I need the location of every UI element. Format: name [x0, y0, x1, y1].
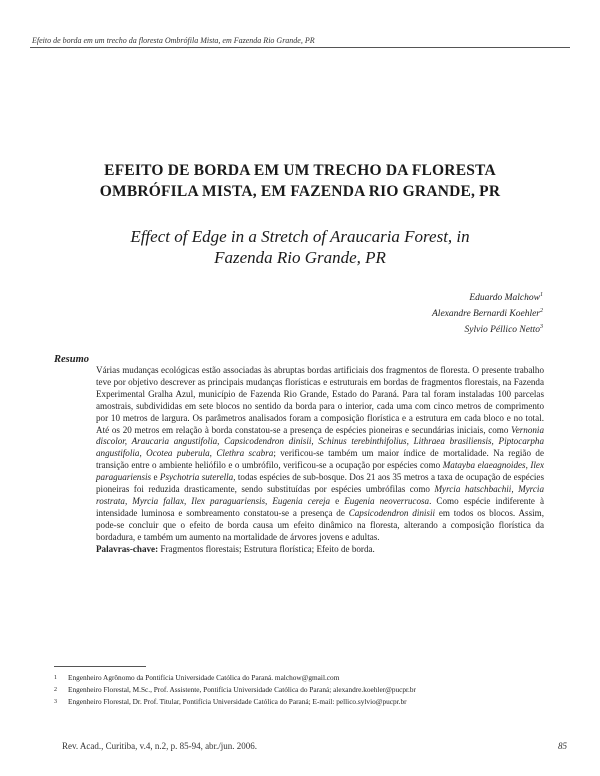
author: [432, 306, 543, 322]
title-english-line-2: Fazenda Rio Grande, PR: [214, 248, 386, 267]
author-footnote-mark: 2: [540, 307, 543, 314]
page-number: 85: [558, 741, 567, 751]
keywords-label: Palavras-chave:: [96, 543, 159, 554]
footnote-text: Engenheiro Florestal, M.Sc., Prof. Assistente, Pontifícia Universidade Católica do Paraná; alexandre.koehler@pucpr.br: [68, 685, 416, 694]
author-name: Alexandre Bernardi Koehler: [432, 309, 540, 319]
keywords: [96, 544, 544, 556]
journal-citation: Rev. Acad., Curitiba, v.4, n.2, p. 85-94, abr./jun. 2006.: [62, 741, 258, 751]
author-footnote-mark: 3: [540, 323, 543, 330]
title-portuguese: [40, 160, 560, 202]
footnote-text: Engenheiro Agrônomo da Pontifícia Universidade Católica do Paraná. malchow@gmail.com: [68, 673, 340, 682]
author-list: [432, 290, 543, 338]
abstract-heading: Resumo: [54, 354, 90, 365]
footnotes: [54, 672, 554, 708]
species-names: Capsicodendron dinisii: [348, 507, 436, 518]
footnote-divider: [54, 666, 146, 667]
abstract-text: Várias mudanças ecológicas estão associadas às abruptas bordas artificiais dos fragmentos de floresta. O presente trabalho teve por objetivo descrever as principais mudanças florísticas e estruturais em bordas de fragmentos florestais, na Fazenda Experimental Gralha Azul, município de Fazenda Rio Grande, Estado do Paraná. Para tal foram instaladas 100 parcelas amostrais, subdivididas em sete blocos no sentido da borda para o interior, cada uma com cinco metros de comprimento por 10 metros de largura. Os parâmetros analisados foram a composição florística e a estrutura em cada bloco e no total. Até os 20 metros em relação à borda constatou-se a presença de espécies pioneiras e secundárias iniciais, como Vernonia discolor, Araucaria angustifolia, Capsicodendron dinisii, Schinus terebinthifolius, Lithraea brasiliensis, Piptocarpha angustifolia, Ocotea puberula, Clethra scabra; verificou-se também um maior índice de mortalidade. Na região de transição entre o ambiente heliófilo e o umbrófilo, verificou-se a ocupação por espécies como Matayba elaeagnoides, Ilex paraguariensis e Psychotria suterella, todas espécies de sub-bosque. Dos 21 aos 35 metros a taxa de ocupação de espécies pioneiras foi reduzida drasticamente, sendo substituídas por espécies umbrófilas como Myrcia hatschbachii, Myrcia rostrata, Myrcia fallax, Ilex paraguariensis, Eugenia cereja e Eugenia neoverrucosa. Como espécie indiferente à intensidade luminosa e sombreamento constatou-se a presença de Capsicodendron dinisii em todos os blocos. Assim, pode-se concluir que o efeito de borda causa um efeito dinâmico na floresta, alterando a composição florística da bordadura, e também um aumento na mortalidade de árvores jovens e adultas.: [96, 365, 544, 542]
species-names: Matayba elaeagnoides, Ilex paraguariensis: [96, 460, 544, 483]
footnote: [54, 696, 554, 708]
author-footnote-mark: 1: [540, 291, 543, 298]
footnote-number: 3: [54, 699, 57, 705]
author: [432, 290, 543, 306]
species-names: Psychotria suterella: [159, 472, 234, 483]
header-divider: [30, 47, 570, 48]
footnote-number: 2: [54, 687, 57, 693]
title-english: [40, 226, 560, 268]
footnote-text: Engenheiro Florestal, Dr. Prof. Titular, Pontifícia Universidade Católica do Paraná; E-mail: pellico.sylvio@pucpr.br: [68, 697, 407, 706]
species-names: Vernonia discolor, Araucaria angustifolia, Capsicodendron dinisii, Schinus terebinthifolius, Lithraea brasiliensis, Piptocarpha angustifolia, Ocotea puberula, Clethra scabra: [96, 424, 544, 459]
footnote: [54, 672, 554, 684]
keywords-text: Fragmentos florestais; Estrutura florística; Efeito de borda.: [158, 543, 375, 554]
title-english-line-1: Effect of Edge in a Stretch of Araucaria Forest, in: [130, 227, 470, 246]
title-portuguese-line-2: OMBRÓFILA MISTA, EM FAZENDA RIO GRANDE, PR: [99, 183, 501, 200]
footnote-number: 1: [54, 675, 57, 681]
running-header: Efeito de borda em um trecho da floresta Ombrófila Mista, em Fazenda Rio Grande, PR: [32, 36, 315, 45]
species-names: Myrcia hatschbachii, Myrcia rostrata, Myrcia fallax, Ilex paraguariensis, Eugenia cereja: [96, 484, 544, 506]
author-name: Eduardo Malchow: [469, 293, 540, 303]
abstract-body: [96, 365, 544, 556]
author: [432, 322, 543, 338]
author-name: Sylvio Péllico Netto: [464, 325, 540, 335]
footnote: [54, 684, 554, 696]
title-portuguese-line-1: EFEITO DE BORDA EM UM TRECHO DA FLORESTA: [104, 162, 496, 179]
species-names: Eugenia neoverrucosa: [344, 495, 430, 506]
